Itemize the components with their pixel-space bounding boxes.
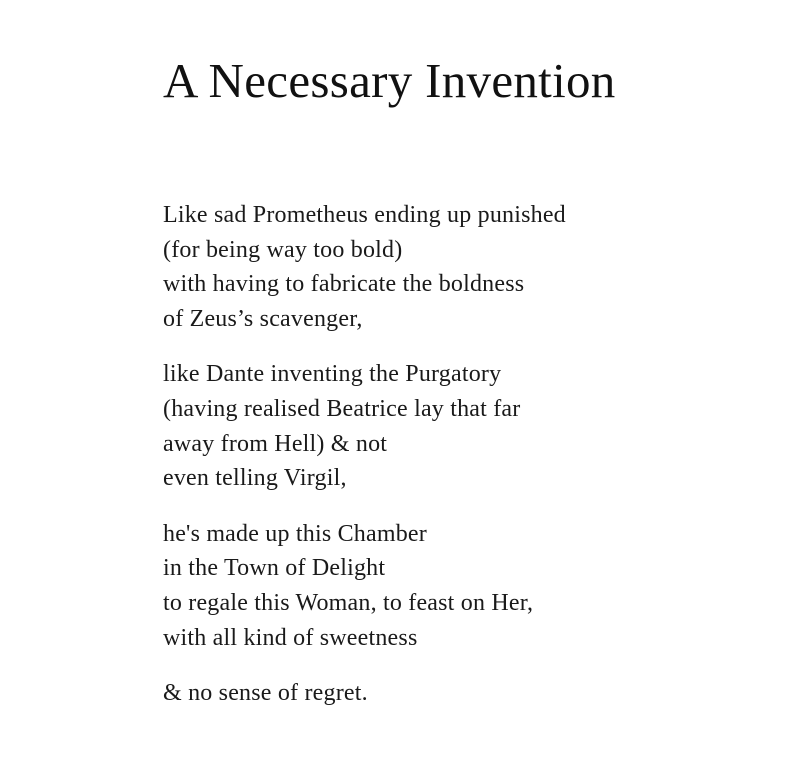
poem-line: & no sense of regret. (163, 680, 368, 707)
poem-line: away from Hell) & not (163, 430, 388, 457)
poem-line: (for being way too bold) (163, 236, 403, 263)
poem-line: (having realised Beatrice lay that far (163, 395, 521, 422)
poem-body (163, 198, 783, 711)
poem-line: even telling Virgil, (163, 465, 347, 492)
poem-line: like Dante inventing the Purgatory (163, 361, 502, 388)
poem-line: Like sad Prometheus ending up punished (163, 202, 566, 228)
stanza-2 (163, 357, 783, 495)
poem-title: A Necessary Invention (163, 53, 616, 108)
poem-line: in the Town of Delight (163, 555, 386, 582)
poem-line: to regale this Woman, to feast on Her, (163, 589, 534, 616)
poem-line: with having to fabricate the boldness (163, 271, 525, 298)
poem-line: of Zeus’s scavenger, (163, 305, 363, 332)
poem-page (163, 0, 783, 732)
poem-line: with all kind of sweetness (163, 624, 418, 651)
stanza-1 (163, 198, 783, 336)
poem-line: he's made up this Chamber (163, 520, 427, 547)
stanza-4 (163, 676, 783, 711)
stanza-3 (163, 517, 783, 655)
